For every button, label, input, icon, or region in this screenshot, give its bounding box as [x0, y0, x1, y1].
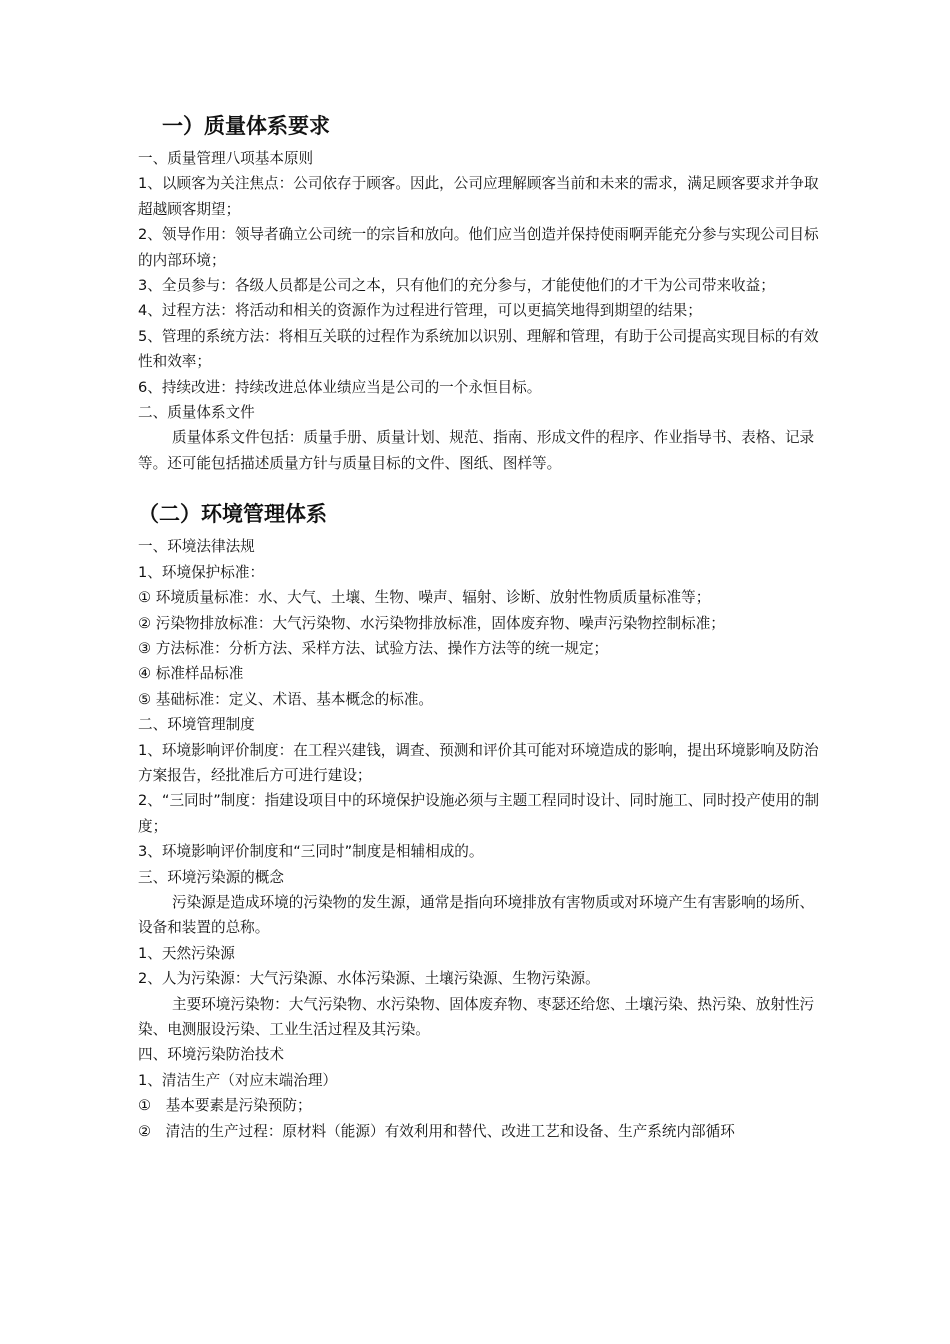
paragraph: 四、环境污染防治技术	[138, 1046, 284, 1064]
paragraph: 3、全员参与：各级人员都是公司之本，只有他们的充分参与，才能使他们的才干为公司带来收益；	[138, 277, 775, 295]
paragraph: 二、环境管理制度	[138, 716, 255, 734]
section-title-quality: 一）质量体系要求	[162, 114, 330, 138]
paragraph: 一、环境法律法规	[138, 538, 255, 556]
paragraph: 二、质量体系文件	[138, 404, 255, 422]
paragraph: 三、环境污染源的概念	[138, 868, 284, 886]
paragraph: 污染源是造成环境的污染物的发生源，通常是指向环境排放有害物质或对环境产生有害影响的场所、设备和装置的总称。	[138, 893, 815, 937]
paragraph: 1、清洁生产（对应末端治理）	[138, 1071, 338, 1089]
document-content	[138, 110, 826, 1144]
list-item: ① 基本要素是污染预防；	[138, 1097, 312, 1115]
list-item: ① 环境质量标准：水、大气、土壤、生物、噪声、辐射、诊断、放射性物质质量标准等；	[138, 589, 711, 607]
paragraph: 1、以顾客为关注焦点：公司依存于顾客。因此，公司应理解顾客当前和未来的需求，满足顾客要求并争取超越顾客期望；	[138, 175, 819, 218]
paragraph: 1、天然污染源	[138, 944, 235, 962]
list-item: ③ 方法标准：分析方法、采样方法、试验方法、操作方法等的统一规定；	[138, 639, 609, 657]
paragraph: 4、过程方法：将活动和相关的资源作为过程进行管理，可以更搞笑地得到期望的结果；	[138, 302, 702, 320]
paragraph: 一、质量管理八项基本原则	[138, 150, 314, 167]
list-item: ④ 标准样品标准	[138, 665, 244, 683]
list-item: ② 污染物排放标准：大气污染物、水污染物排放标准，固体废弃物、噪声污染物控制标准；	[138, 614, 725, 632]
paragraph: 2、“三同时”制度：指建设项目中的环境保护设施必须与主题工程同时设计、同时施工、同时投产使用的制度；	[138, 792, 820, 835]
paragraph: 2、人为污染源：大气污染源、水体污染源、土壤污染源、生物污染源。	[138, 970, 600, 988]
paragraph: 2、领导作用：领导者确立公司统一的宗旨和放向。他们应当创造并保持使雨啊弄能充分参与实现公司目标的内部环境；	[138, 226, 819, 269]
paragraph: 5、管理的系统方法：将相互关联的过程作为系统加以识别、理解和管理，有助于公司提高实现目标的有效性和效率；	[138, 327, 819, 371]
list-item: ② 清洁的生产过程：原材料（能源）有效利用和替代、改进工艺和设备、生产系统内部循环	[138, 1122, 735, 1140]
paragraph: 3、环境影响评价制度和“三同时”制度是相辅相成的。	[138, 843, 484, 861]
section-title-environment: （二）环境管理体系	[138, 502, 327, 527]
paragraph: 1、环境保护标准：	[138, 563, 265, 581]
list-item: ⑤ 基础标准：定义、术语、基本概念的标准。	[138, 690, 434, 708]
paragraph: 6、持续改进：持续改进总体业绩应当是公司的一个永恒目标。	[138, 378, 542, 396]
paragraph: 1、环境影响评价制度：在工程兴建钱，调查、预测和评价其可能对环境造成的影响，提出环境影响及防治方案报告，经批准后方可进行建设；	[138, 741, 819, 784]
paragraph: 质量体系文件包括：质量手册、质量计划、规范、指南、形成文件的程序、作业指导书、表格、记录等。还可能包括描述质量方针与质量目标的文件、图纸、图样等。	[138, 429, 815, 472]
paragraph: 主要环境污染物：大气污染物、水污染物、固体废弃物、枣瑟还给您、土壤污染、热污染、放射性污染、电测服设污染、工业生活过程及其污染。	[138, 995, 815, 1038]
